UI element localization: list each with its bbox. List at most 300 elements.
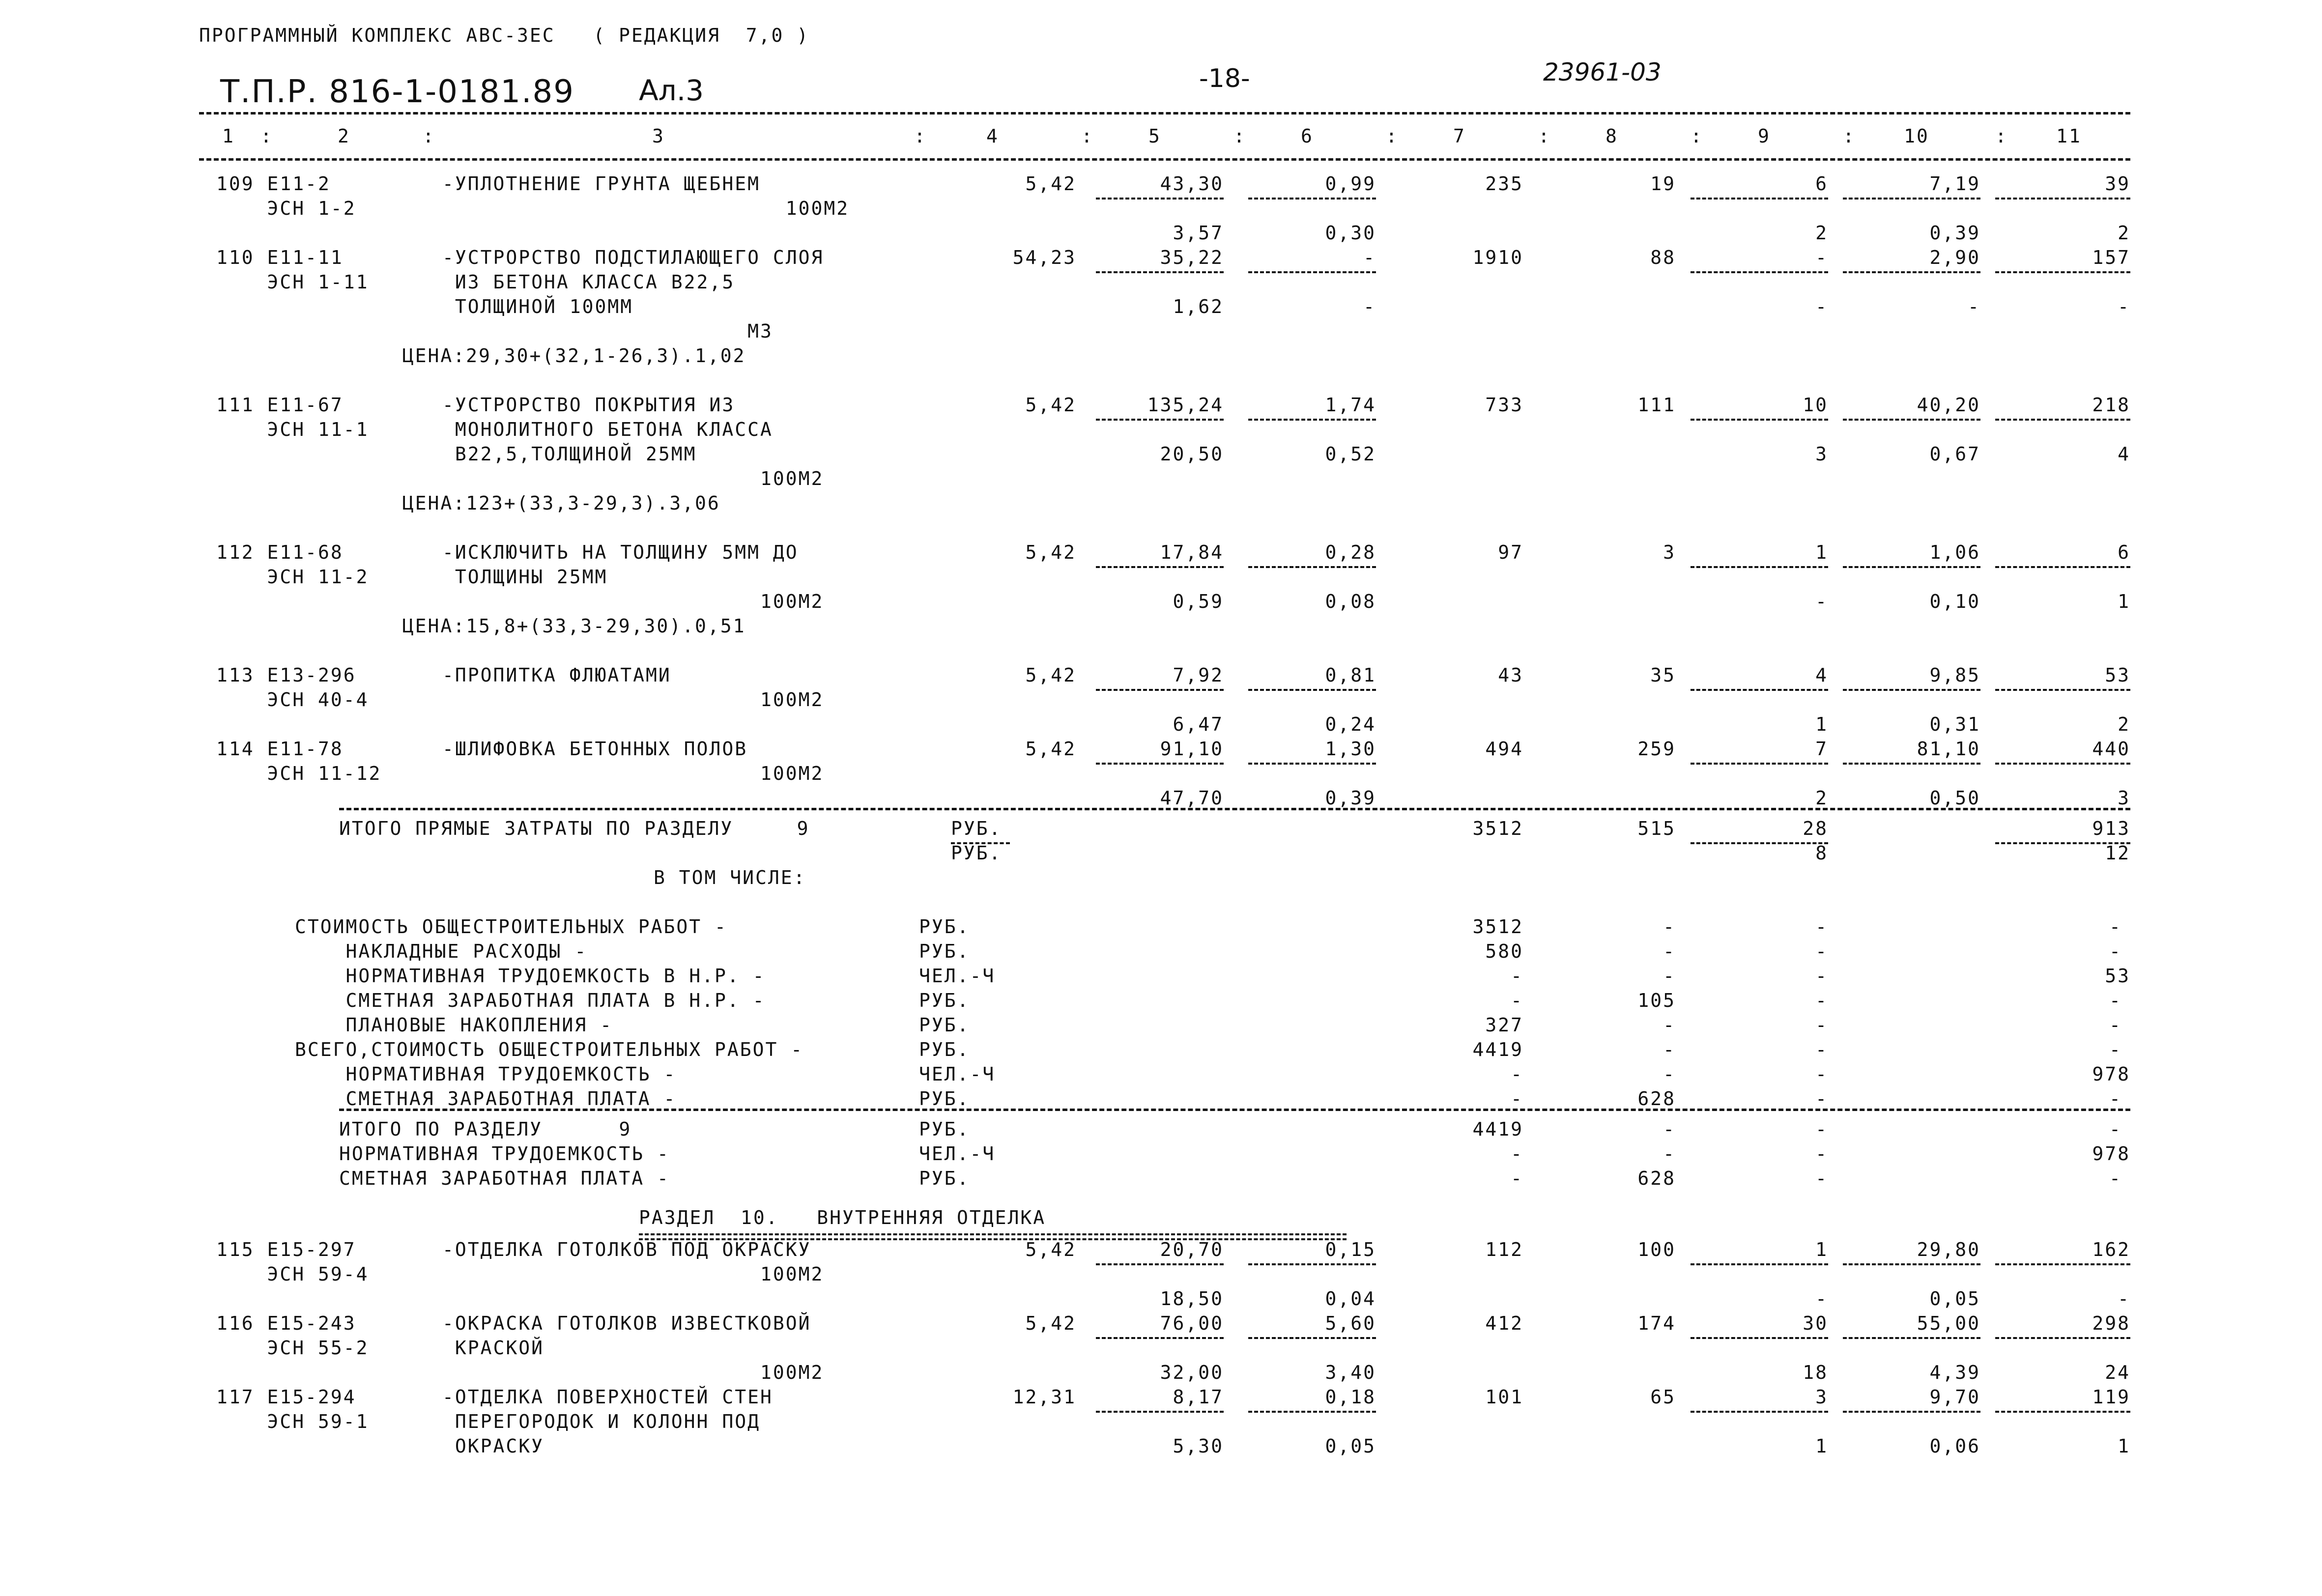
summary-unit: ЧЕЛ.-Ч [919, 1063, 996, 1085]
cell-c3: -УСТРОРСТВО ПОКРЫТИЯ ИЗ [442, 394, 735, 416]
cell-c11: 119 [2092, 1386, 2130, 1408]
summary-c9: - [1815, 965, 1828, 987]
cell-c3: ТОЛЩИНЫ 25ММ [442, 566, 608, 588]
cell-c10: 55,00 [1917, 1312, 1980, 1334]
cell-c10: 9,70 [1929, 1386, 1980, 1408]
column-separator: : [1691, 125, 1703, 147]
cell-c3: 100М2 [442, 689, 824, 711]
cell-c1: ЭСН 55-2 [216, 1337, 369, 1359]
summary-c9: - [1815, 1039, 1828, 1060]
column-number: 2 [338, 125, 350, 147]
cell-c7: 412 [1485, 1312, 1523, 1334]
cell-c9: - [1815, 296, 1828, 317]
cell-c7: 494 [1485, 738, 1523, 760]
cell-c10: 40,20 [1917, 394, 1980, 416]
cell-c5: 8,17 [1173, 1386, 1224, 1408]
cell-c5: 18,50 [1160, 1288, 1224, 1310]
cell-c6: 0,81 [1325, 664, 1376, 686]
subtotal-rule [1096, 566, 1224, 568]
cell-c3: -ОТДЕЛКА ПОВЕРХНОСТЕЙ СТЕН [442, 1386, 773, 1408]
column-number: 10 [1904, 125, 1929, 147]
column-separator: : [1843, 125, 1856, 147]
summary-c11: - [2109, 1168, 2122, 1189]
cell-c5: 35,22 [1160, 247, 1224, 268]
summary-label: СМЕТНАЯ ЗАРАБОТНАЯ ПЛАТА В Н.Р. - [295, 990, 766, 1011]
summary-c8: - [1663, 1039, 1676, 1060]
summary-c7: 4419 [1472, 1118, 1523, 1140]
cell-c8: 35 [1650, 664, 1676, 686]
cell-c10: 0,05 [1929, 1288, 1980, 1310]
cell-c5: 32,00 [1160, 1362, 1224, 1383]
cell-c4: 5,42 [1025, 738, 1076, 760]
column-number: 8 [1605, 125, 1618, 147]
cell-c11: 1 [2118, 1435, 2130, 1457]
cell-c1: ЭСН 11-12 [216, 763, 382, 784]
summary-c9: - [1815, 940, 1828, 962]
column-separator: : [1995, 125, 2008, 147]
cell-c1: 113 Е13-296 [216, 664, 356, 686]
subtotal-rule [1995, 198, 2130, 200]
cell-c6: - [1363, 296, 1376, 317]
cell-c4: 5,42 [1025, 1312, 1076, 1334]
summary-unit: РУБ. [919, 1118, 970, 1140]
subtotal-rule [1843, 1263, 1980, 1265]
header-rule-bottom [199, 158, 2130, 161]
subtotal-rule [1248, 1411, 1376, 1413]
cell-c5: 20,50 [1160, 443, 1224, 465]
summary-unit: РУБ. [919, 1014, 970, 1036]
cell-c3: 100М2 [442, 591, 824, 612]
summary-unit-2: РУБ. [951, 842, 1002, 864]
cell-c5: 47,70 [1160, 787, 1224, 809]
subtotal-rule [1248, 198, 1376, 200]
summary-c11: 53 [2105, 965, 2130, 987]
cell-c4: 5,42 [1025, 664, 1076, 686]
subtotal-rule [1096, 1411, 1224, 1413]
subtotal-rule [1995, 566, 2130, 568]
summary-c7: - [1511, 1143, 1523, 1165]
summary-c8: 628 [1637, 1088, 1676, 1110]
column-separator: : [260, 125, 273, 147]
cell-c5: 91,10 [1160, 738, 1224, 760]
cell-c10: - [1968, 296, 1980, 317]
summary-c7: - [1511, 1168, 1523, 1189]
cell-c1: 109 Е11-2 [216, 173, 331, 195]
cell-c6: 0,28 [1325, 542, 1376, 563]
cell-c7: 101 [1485, 1386, 1523, 1408]
summary-c7: - [1511, 990, 1523, 1011]
summary-c8: - [1663, 1118, 1676, 1140]
cell-c11: 440 [2092, 738, 2130, 760]
cell-c11: - [2118, 1288, 2130, 1310]
cell-c2: ЦЕНА:29,30+(32,1-26,3).1,02 [275, 345, 746, 367]
summary-c9: - [1815, 1168, 1828, 1189]
cell-c1: 115 Е15-297 [216, 1239, 356, 1260]
column-number: 9 [1758, 125, 1771, 147]
cell-c5: 76,00 [1160, 1312, 1224, 1334]
summary-c7: 4419 [1472, 1039, 1523, 1060]
cell-c4: 5,42 [1025, 1239, 1076, 1260]
cell-c3: ИЗ БЕТОНА КЛАССА В22,5 [442, 271, 735, 293]
cell-c3: ТОЛЩИНОЙ 100ММ [442, 296, 633, 317]
summary-label: СМЕТНАЯ ЗАРАБОТНАЯ ПЛАТА - [295, 1088, 677, 1110]
cell-c9: 30 [1803, 1312, 1828, 1334]
subtotal-rule [1248, 1337, 1376, 1339]
subtotal-rule [1995, 689, 2130, 691]
subtotal-rule [1096, 1337, 1224, 1339]
cell-c9: 3 [1815, 443, 1828, 465]
cell-c6: 0,04 [1325, 1288, 1376, 1310]
summary-label: НАКЛАДНЫЕ РАСХОДЫ - [295, 940, 588, 962]
cell-c11: 157 [2092, 247, 2130, 268]
cell-c6: 0,08 [1325, 591, 1376, 612]
subtotal-rule [1691, 689, 1828, 691]
summary-unit: РУБ. [919, 1039, 970, 1060]
program-header: ПРОГРАММНЫЙ КОМПЛЕКС АВС-ЗЕС ( РЕДАКЦИЯ 7,0 ) [199, 25, 810, 46]
subtotal-rule [1843, 1411, 1980, 1413]
subtotal-rule [1096, 689, 1224, 691]
cell-c3: 100М2 [442, 1263, 824, 1285]
subtotal-rule [1843, 271, 1980, 273]
cell-c11: 4 [2118, 443, 2130, 465]
subtotal-rule [1691, 1263, 1828, 1265]
cell-c1: ЭСН 1-2 [216, 198, 356, 219]
summary-c8: - [1663, 940, 1676, 962]
subtotal-rule [1096, 1263, 1224, 1265]
cell-c3: 100М2 [442, 198, 850, 219]
cell-c9: 1 [1815, 713, 1828, 735]
cell-c5: 17,84 [1160, 542, 1224, 563]
cell-c6: 0,39 [1325, 787, 1376, 809]
summary-unit: РУБ. [919, 1168, 970, 1189]
cell-c10: 81,10 [1917, 738, 1980, 760]
cell-c3: В22,5,ТОЛЩИНОЙ 25ММ [442, 443, 697, 465]
cell-c8: 100 [1637, 1239, 1676, 1260]
cell-c1: ЭСН 1-11 [216, 271, 369, 293]
cell-c9: - [1815, 247, 1828, 268]
cell-c11: 53 [2105, 664, 2130, 686]
cell-c8: 19 [1650, 173, 1676, 195]
summary-unit: РУБ. [919, 1088, 970, 1110]
subtotal-rule [1096, 271, 1224, 273]
cell-c10: 2,90 [1929, 247, 1980, 268]
column-number: 1 [222, 125, 235, 147]
summary-c8: - [1663, 1143, 1676, 1165]
column-number: 7 [1453, 125, 1466, 147]
cell-c6: 3,40 [1325, 1362, 1376, 1383]
summary-c11: 913 [2092, 818, 2130, 839]
section-10-title: РАЗДЕЛ 10. ВНУТРЕННЯЯ ОТДЕЛКА [639, 1207, 1046, 1228]
inventory-stamp: 23961-03 [1543, 58, 1662, 86]
summary-c9: 28 [1803, 818, 1828, 839]
summary-c7: 580 [1485, 940, 1523, 962]
subtotal-rule [1843, 566, 1980, 568]
cell-c7: 1910 [1472, 247, 1523, 268]
cell-c9: 6 [1815, 173, 1828, 195]
column-number: 5 [1148, 125, 1161, 147]
cell-c6: - [1363, 247, 1376, 268]
summary-c9: - [1815, 1088, 1828, 1110]
summary-c9: - [1815, 1014, 1828, 1036]
summary-unit: РУБ. [951, 818, 1002, 839]
cell-c8: 88 [1650, 247, 1676, 268]
summary-label: НОРМАТИВНАЯ ТРУДОЕМКОСТЬ - [339, 1143, 670, 1165]
cell-c9: 4 [1815, 664, 1828, 686]
summary-label: НОРМАТИВНАЯ ТРУДОЕМКОСТЬ - [295, 1063, 677, 1085]
cell-c10: 0,10 [1929, 591, 1980, 612]
cell-c11: 2 [2118, 713, 2130, 735]
cell-c1: 112 Е11-68 [216, 542, 344, 563]
page-number: -18- [1199, 64, 1250, 93]
summary-c11-2: 12 [2105, 842, 2130, 864]
cell-c1: 114 Е11-78 [216, 738, 344, 760]
subtotal-rule [1691, 763, 1828, 765]
summary-c9: - [1815, 1063, 1828, 1085]
column-number: 4 [986, 125, 999, 147]
cell-c3: МОНОЛИТНОГО БЕТОНА КЛАССА [442, 419, 773, 440]
summary-c9: - [1815, 1143, 1828, 1165]
cell-c10: 0,67 [1929, 443, 1980, 465]
cell-c7: 97 [1498, 542, 1523, 563]
summary-c11: - [2109, 1118, 2122, 1140]
cell-c9: 10 [1803, 394, 1828, 416]
cell-c3: -ШЛИФОВКА БЕТОННЫХ ПОЛОВ [442, 738, 748, 760]
cell-c9: - [1815, 1288, 1828, 1310]
summary-c7: 3512 [1472, 916, 1523, 938]
subtotal-rule [1691, 566, 1828, 568]
cell-c11: 39 [2105, 173, 2130, 195]
cell-c11: 24 [2105, 1362, 2130, 1383]
cell-c10: 7,19 [1929, 173, 1980, 195]
column-separator: : [1081, 125, 1094, 147]
subtotal-rule [1248, 1263, 1376, 1265]
subtotal-rule [1995, 419, 2130, 421]
summary-c8: - [1663, 916, 1676, 938]
summary-c11: 978 [2092, 1143, 2130, 1165]
cell-c4: 54,23 [1012, 247, 1076, 268]
subtotal-rule [1096, 198, 1224, 200]
subtotal-rule [1843, 419, 1980, 421]
subtotal-rule [1248, 419, 1376, 421]
cell-c7: 733 [1485, 394, 1523, 416]
summary-c8: 515 [1637, 818, 1676, 839]
column-number: 3 [652, 125, 665, 147]
subtotal-rule [1691, 1411, 1828, 1413]
column-separator: : [423, 125, 435, 147]
cell-c9: 1 [1815, 542, 1828, 563]
cell-c9: - [1815, 591, 1828, 612]
cell-c11: 3 [2118, 787, 2130, 809]
cell-c6: 0,99 [1325, 173, 1376, 195]
cell-c10: 0,39 [1929, 222, 1980, 244]
cell-c3: -УПЛОТНЕНИЕ ГРУНТА ЩЕБНЕМ [442, 173, 760, 195]
column-separator: : [1386, 125, 1399, 147]
cell-c8: 259 [1637, 738, 1676, 760]
cell-c11: 1 [2118, 591, 2130, 612]
section-rule [339, 808, 2130, 810]
summary-c9: - [1815, 916, 1828, 938]
summary-c8: - [1663, 1014, 1676, 1036]
cell-c6: 0,30 [1325, 222, 1376, 244]
summary-label: ИТОГО ПО РАЗДЕЛУ 9 [339, 1118, 632, 1140]
cell-c3: -ПРОПИТКА ФЛЮАТАМИ [442, 664, 671, 686]
cell-c3: ОКРАСКУ [442, 1435, 545, 1457]
column-separator: : [914, 125, 927, 147]
column-separator: : [1233, 125, 1246, 147]
subtotal-rule [1995, 1411, 2130, 1413]
subtotal-rule [1248, 271, 1376, 273]
summary-c9-2: 8 [1815, 842, 1828, 864]
cell-c1: 116 Е15-243 [216, 1312, 356, 1334]
cell-c2: ЦЕНА:15,8+(33,3-29,30).0,51 [275, 615, 746, 637]
cell-c6: 1,30 [1325, 738, 1376, 760]
cell-c4: 5,42 [1025, 542, 1076, 563]
cell-c10: 0,06 [1929, 1435, 1980, 1457]
document-code: Т.П.Р. 816-1-0181.89 [220, 74, 574, 110]
subtotal-rule [1248, 689, 1376, 691]
summary-c9: - [1815, 1118, 1828, 1140]
including-label: В ТОМ ЧИСЛЕ: [654, 867, 806, 888]
cell-c9: 2 [1815, 787, 1828, 809]
summary-c8: - [1663, 1063, 1676, 1085]
summary-unit: РУБ. [919, 940, 970, 962]
cell-c1: ЭСН 59-1 [216, 1411, 369, 1432]
summary-c8: 628 [1637, 1168, 1676, 1189]
cell-c4: 5,42 [1025, 394, 1076, 416]
cell-c1: ЭСН 11-1 [216, 419, 369, 440]
cell-c11: 6 [2118, 542, 2130, 563]
cell-c10: 1,06 [1929, 542, 1980, 563]
cell-c9: 2 [1815, 222, 1828, 244]
cell-c1: ЭСН 59-4 [216, 1263, 369, 1285]
cell-c8: 3 [1663, 542, 1676, 563]
cell-c9: 18 [1803, 1362, 1828, 1383]
cell-c3: -ИСКЛЮЧИТЬ НА ТОЛЩИНУ 5ММ ДО [442, 542, 799, 563]
cell-c4: 5,42 [1025, 173, 1076, 195]
subtotal-rule [1248, 566, 1376, 568]
summary-c7: 3512 [1472, 818, 1523, 839]
column-number: 11 [2056, 125, 2082, 147]
cell-c3: -ОКРАСКА ГОТОЛКОВ ИЗВЕСТКОВОЙ [442, 1312, 811, 1334]
cell-c3: -ОТДЕЛКА ГОТОЛКОВ ПОД ОКРАСКУ [442, 1239, 811, 1260]
cell-c1: ЭСН 11-2 [216, 566, 369, 588]
summary-label: ПЛАНОВЫЕ НАКОПЛЕНИЯ - [295, 1014, 613, 1036]
subtotal-rule [1096, 419, 1224, 421]
cell-c11: - [2118, 296, 2130, 317]
summary-c9: - [1815, 990, 1828, 1011]
subtotal-rule [1248, 763, 1376, 765]
header-rule-top [199, 112, 2130, 114]
cell-c1: 117 Е15-294 [216, 1386, 356, 1408]
cell-c5: 7,92 [1173, 664, 1224, 686]
column-number: 6 [1301, 125, 1314, 147]
cell-c5: 3,57 [1173, 222, 1224, 244]
subtotal-rule [1843, 198, 1980, 200]
cell-c7: 112 [1485, 1239, 1523, 1260]
cell-c8: 111 [1637, 394, 1676, 416]
summary-c11: - [2109, 990, 2122, 1011]
cell-c9: 3 [1815, 1386, 1828, 1408]
cell-c3: -УСТРОРСТВО ПОДСТИЛАЮЩЕГО СЛОЯ [442, 247, 824, 268]
subtotal-rule [1096, 763, 1224, 765]
cell-c6: 5,60 [1325, 1312, 1376, 1334]
cell-c3: М3 [442, 320, 773, 342]
cell-c5: 1,62 [1173, 296, 1224, 317]
cell-c3: КРАСКОЙ [442, 1337, 545, 1359]
cell-c3: 100М2 [442, 1362, 824, 1383]
subtotal-rule [1995, 763, 2130, 765]
cell-c2: ЦЕНА:123+(33,3-29,3).3,06 [275, 492, 720, 514]
cell-c6: 0,05 [1325, 1435, 1376, 1457]
summary-title: ИТОГО ПРЯМЫЕ ЗАТРАТЫ ПО РАЗДЕЛУ 9 [339, 818, 810, 839]
cell-c6: 0,15 [1325, 1239, 1376, 1260]
summary-c7: - [1511, 1088, 1523, 1110]
cell-c5: 5,30 [1173, 1435, 1224, 1457]
cell-c5: 20,70 [1160, 1239, 1224, 1260]
summary-c8: 105 [1637, 990, 1676, 1011]
cell-c1: ЭСН 40-4 [216, 689, 369, 711]
cell-c6: 0,52 [1325, 443, 1376, 465]
subtotal-rule [1843, 689, 1980, 691]
summary-c7: - [1511, 965, 1523, 987]
section-rule [339, 1109, 2130, 1111]
cell-c10: 9,85 [1929, 664, 1980, 686]
cell-c5: 6,47 [1173, 713, 1224, 735]
cell-c11: 162 [2092, 1239, 2130, 1260]
cell-c7: 43 [1498, 664, 1523, 686]
cell-c10: 0,50 [1929, 787, 1980, 809]
summary-c7: - [1511, 1063, 1523, 1085]
cell-c11: 2 [2118, 222, 2130, 244]
summary-label: СМЕТНАЯ ЗАРАБОТНАЯ ПЛАТА - [339, 1168, 670, 1189]
summary-label: НОРМАТИВНАЯ ТРУДОЕМКОСТЬ В Н.Р. - [295, 965, 766, 987]
cell-c10: 29,80 [1917, 1239, 1980, 1260]
cell-c6: 1,74 [1325, 394, 1376, 416]
cell-c10: 4,39 [1929, 1362, 1980, 1383]
cell-c3: 100М2 [442, 468, 824, 489]
summary-c11: - [2109, 916, 2122, 938]
subtotal-rule [1995, 1263, 2130, 1265]
summary-label: СТОИМОСТЬ ОБЩЕСТРОИТЕЛЬНЫХ РАБОТ - [295, 916, 727, 938]
summary-c11: - [2109, 1039, 2122, 1060]
subtotal-rule [1843, 1337, 1980, 1339]
cell-c11: 218 [2092, 394, 2130, 416]
subtotal-rule [1691, 419, 1828, 421]
cell-c10: 0,31 [1929, 713, 1980, 735]
subtotal-rule [1691, 198, 1828, 200]
summary-c11: 978 [2092, 1063, 2130, 1085]
summary-label: ВСЕГО,СТОИМОСТЬ ОБЩЕСТРОИТЕЛЬНЫХ РАБОТ - [295, 1039, 804, 1060]
summary-c11: - [2109, 1088, 2122, 1110]
subtotal-rule [1995, 1337, 2130, 1339]
subtotal-rule [1995, 271, 2130, 273]
cell-c1: 111 Е11-67 [216, 394, 344, 416]
cell-c8: 65 [1650, 1386, 1676, 1408]
cell-c8: 174 [1637, 1312, 1676, 1334]
cell-c1: 110 Е11-11 [216, 247, 344, 268]
cell-c4: 12,31 [1012, 1386, 1076, 1408]
cell-c7: 235 [1485, 173, 1523, 195]
summary-unit: ЧЕЛ.-Ч [919, 965, 996, 987]
cell-c5: 0,59 [1173, 591, 1224, 612]
summary-c11: - [2109, 940, 2122, 962]
summary-c7: 327 [1485, 1014, 1523, 1036]
cell-c9: 1 [1815, 1239, 1828, 1260]
summary-unit: ЧЕЛ.-Ч [919, 1143, 996, 1165]
cell-c6: 0,18 [1325, 1386, 1376, 1408]
cell-c6: 0,24 [1325, 713, 1376, 735]
cell-c3: ПЕРЕГОРОДОК И КОЛОНН ПОД [442, 1411, 760, 1432]
